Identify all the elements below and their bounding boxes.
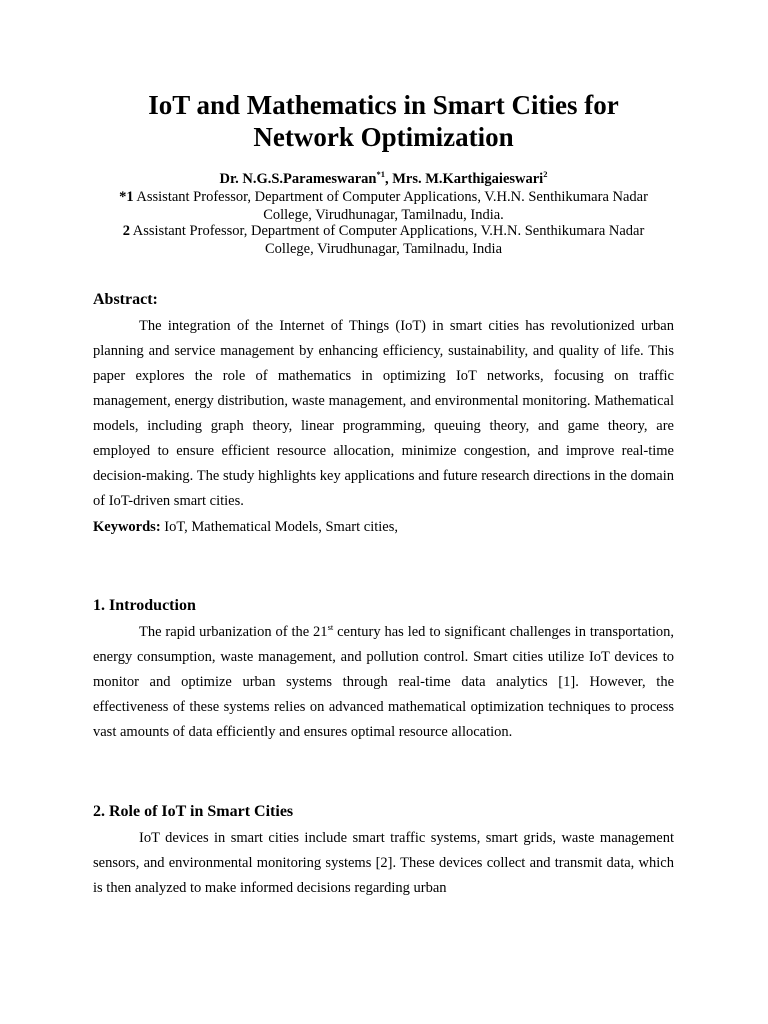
introduction-heading: 1. Introduction	[93, 597, 196, 614]
affiliation-2-marker: 2	[122, 223, 130, 239]
author-2-marker: 2	[543, 169, 548, 180]
introduction-text-start: The rapid urbanization of the 21	[139, 624, 328, 640]
keywords-value: IoT, Mathematical Models, Smart cities,	[160, 519, 398, 535]
role-section-paragraph: IoT devices in smart cities include smart traffic systems, smart grids, waste management sensors, and environmental monitoring systems [2]. These devices collect and transmit data, which is then analyzed to make informed decisions regarding urban	[93, 830, 674, 896]
introduction-paragraph	[93, 620, 674, 745]
title-line-1: IoT and Mathematics in Smart Cities for	[148, 90, 619, 120]
abstract-paragraph: The integration of the Internet of Things (IoT) in smart cities has revolutionized urban planning and service management by enhancing efficiency, sustainability, and quality of life. This paper explores the role of mathematics in optimizing IoT networks, focusing on traffic management, energy distribution, waste management, and environmental monitoring. Mathematical models, including graph theory, linear programming, queuing theory, and game theory, are employed to ensure efficient resource allocation, minimize congestion, and improve real-time decision-making. The study highlights key applications and future research directions in the domain of IoT-driven smart cities.	[93, 318, 674, 509]
affiliation-1-line-1: Assistant Professor, Department of Computer Applications, V.H.N. Senthikumara Nadar	[133, 189, 648, 205]
keywords-label: Keywords:	[93, 519, 161, 535]
affiliation-1-line-2: College, Virudhunagar, Tamilnadu, India.	[263, 207, 504, 223]
keywords-line	[93, 515, 674, 540]
introduction-text-rest: century has led to significant challenges in transportation, energy consumption, waste management, and pollution control. Smart cities utilize IoT devices to monitor and optimize urban systems through real-time data analytics [1]. However, the effectiveness of these systems relies on advanced mathematical optimization techniques to process vast amounts of data efficiently and ensures optimal resource allocation.	[93, 624, 674, 740]
author-separator: ,	[384, 171, 393, 187]
affiliation-1	[93, 188, 674, 224]
affiliation-2	[93, 222, 674, 258]
affiliation-1-marker: *1	[119, 189, 134, 205]
abstract-heading: Abstract:	[93, 291, 158, 308]
author-line	[93, 170, 674, 188]
affiliation-2-line-2: College, Virudhunagar, Tamilnadu, India	[265, 241, 502, 257]
role-section-heading: 2. Role of IoT in Smart Cities	[93, 803, 294, 820]
author-1-marker: *1	[376, 169, 385, 180]
title-line-2: Network Optimization	[253, 122, 514, 152]
introduction-ordinal-suffix: st	[327, 622, 334, 633]
affiliation-2-line-1: Assistant Professor, Department of Computer Applications, V.H.N. Senthikumara Nadar	[129, 223, 645, 239]
author-1-name: Dr. N.G.S.Parameswaran	[219, 171, 377, 187]
author-2-name: Mrs. M.Karthigaieswari	[392, 171, 544, 187]
paper-title	[93, 89, 674, 153]
